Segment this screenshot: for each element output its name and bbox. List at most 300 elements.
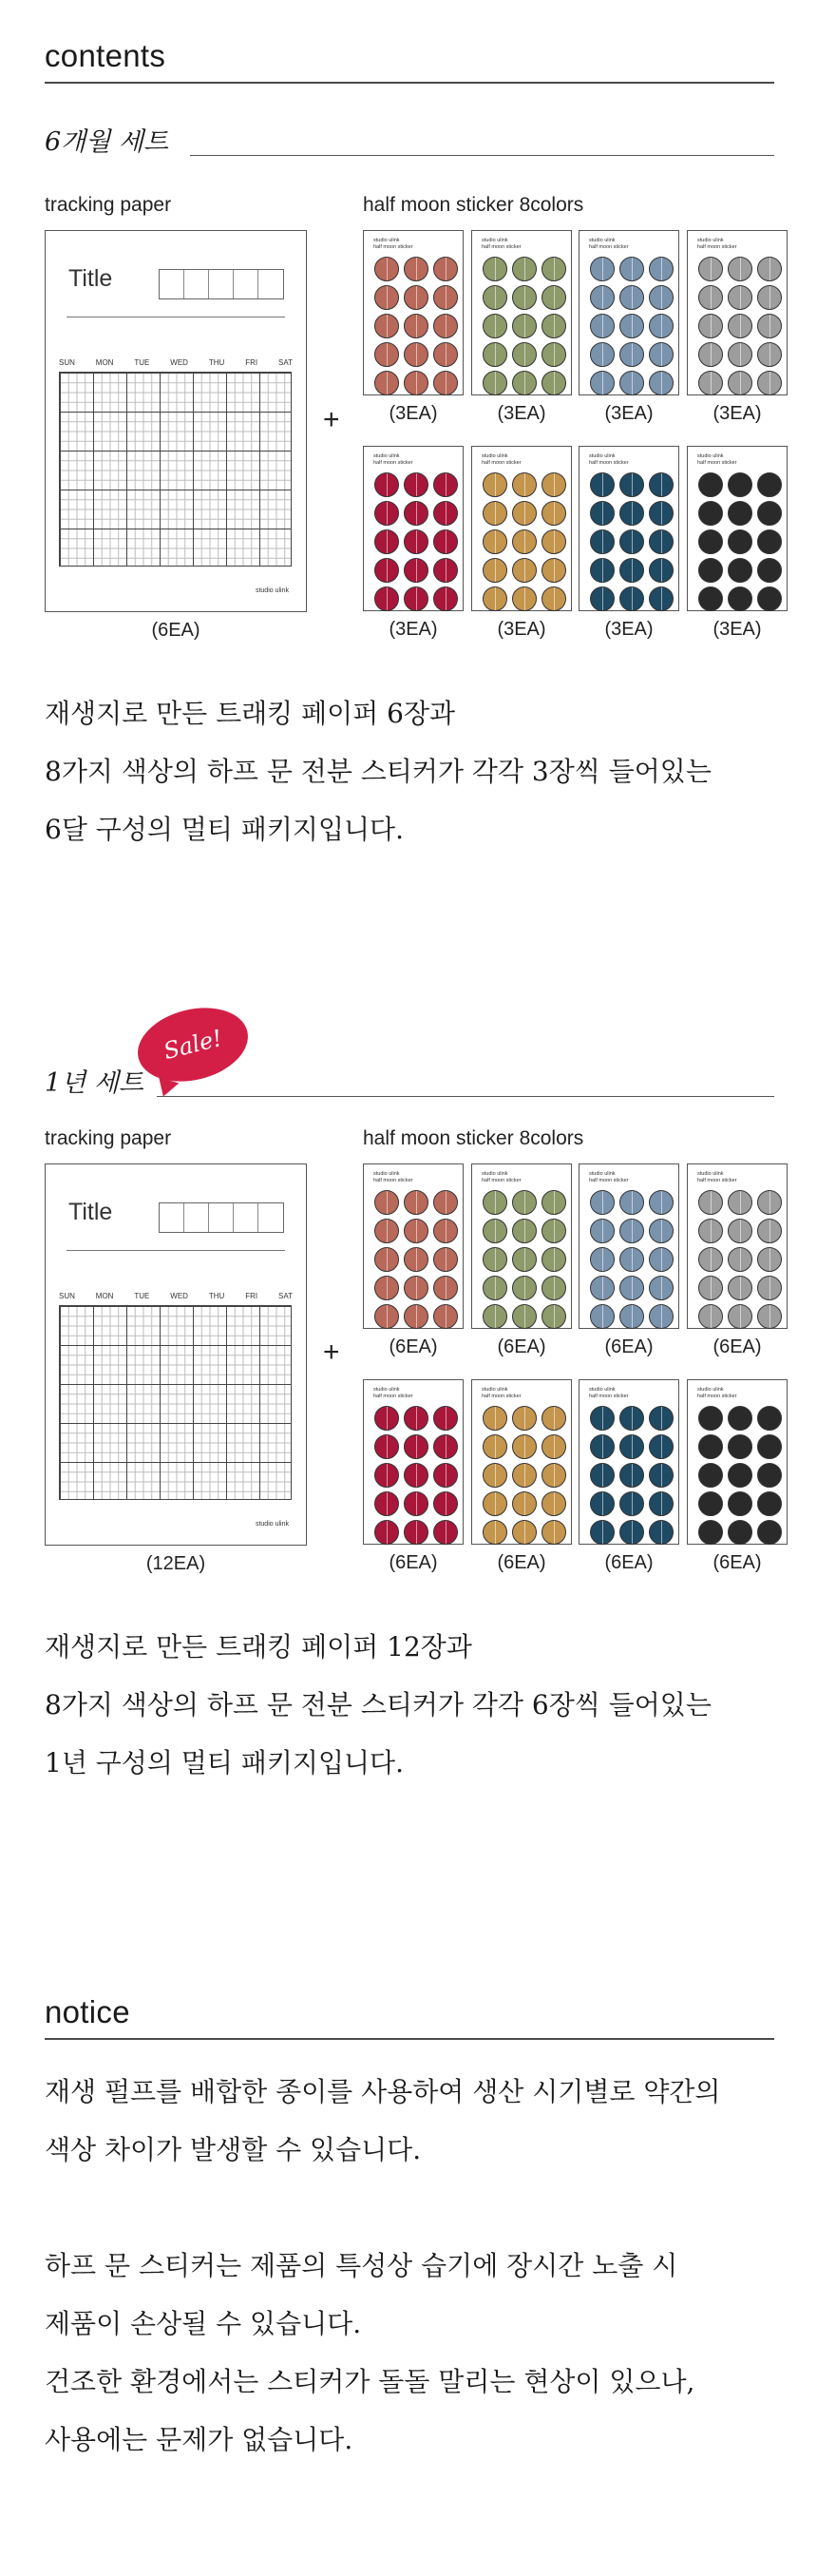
- sticker-brand-line: studio ulink: [373, 1387, 400, 1393]
- sticker-qty: (3EA): [389, 619, 438, 640]
- sticker-brand-line: studio ulink: [697, 1387, 724, 1393]
- sticker-dots: [483, 472, 566, 611]
- half-moon-dot: [404, 1520, 428, 1545]
- half-moon-dot: [542, 285, 566, 310]
- half-moon-dot: [590, 257, 615, 281]
- weekday: SAT: [278, 1292, 293, 1300]
- weekday: FRI: [245, 358, 258, 367]
- sticker-qty: (6EA): [604, 1336, 654, 1357]
- half-moon-dot: [512, 529, 537, 554]
- sticker-brand-line: studio ulink: [373, 1171, 400, 1177]
- half-moon-dot: [649, 1463, 674, 1488]
- notice-line: 하프 문 스티커는 제품의 특성상 습기에 장시간 노출 시: [45, 2250, 678, 2281]
- sticker-brand-sub: half moon sticker: [697, 459, 737, 466]
- sticker-dots: [483, 1190, 566, 1329]
- sticker-brand: [697, 1171, 737, 1183]
- weekday: THU: [208, 1292, 225, 1300]
- half-moon-dot: [483, 529, 507, 554]
- sticker-brand-line: studio ulink: [482, 238, 508, 243]
- half-moon-dot: [590, 1247, 615, 1272]
- half-moon-dot: [512, 1276, 537, 1300]
- half-moon-dot: [698, 1463, 723, 1488]
- half-moon-dot: [590, 1434, 615, 1459]
- half-moon-dot: [483, 1247, 507, 1272]
- half-moon-dot: [433, 586, 458, 611]
- half-moon-dot: [698, 1276, 723, 1300]
- sticker-sheet: [579, 230, 679, 395]
- half-moon-dot: [512, 1190, 537, 1215]
- half-moon-dot: [483, 257, 507, 281]
- half-moon-dot: [542, 1247, 566, 1272]
- half-moon-dot: [483, 285, 507, 310]
- notice-divider: [45, 2038, 774, 2040]
- half-moon-dot: [757, 1520, 782, 1545]
- half-moon-dot: [483, 501, 507, 526]
- half-moon-dot: [590, 558, 615, 583]
- description-line: 8가지 색상의 하프 문 전분 스티커가 각각 6장씩 들어있는: [45, 1689, 712, 1721]
- sticker-brand-line: studio ulink: [373, 238, 400, 243]
- sticker-sheet: [471, 1379, 572, 1545]
- half-moon-dot: [433, 1520, 458, 1545]
- notice-line: 색상 차이가 발생할 수 있습니다.: [45, 2134, 422, 2165]
- sticker-brand-sub: half moon sticker: [373, 1177, 413, 1183]
- half-moon-dot: [757, 501, 782, 526]
- half-moon-dot: [698, 1304, 723, 1329]
- sticker-qty: (6EA): [389, 1336, 438, 1357]
- half-moon-dot: [542, 371, 566, 395]
- notice-line: 재생 펄프를 배합한 종이를 사용하여 생산 시기별로 약간의: [45, 2076, 721, 2107]
- sticker-brand: [482, 453, 522, 466]
- sticker-brand: [482, 1387, 522, 1399]
- description-line: 8가지 색상의 하프 문 전분 스티커가 각각 3장씩 들어있는: [45, 756, 712, 787]
- paper-title-boxes: [159, 269, 284, 299]
- half-moon-dot: [619, 586, 644, 611]
- half-moon-dot: [728, 529, 752, 554]
- weekday: TUE: [134, 358, 150, 367]
- half-moon-dot: [698, 1219, 723, 1243]
- half-moon-dot: [542, 1463, 566, 1488]
- half-moon-dot: [619, 472, 644, 497]
- half-moon-dot: [542, 529, 566, 554]
- half-moon-dot: [728, 257, 752, 281]
- sticker-brand: [373, 238, 413, 250]
- half-moon-dot: [728, 1247, 752, 1272]
- half-moon-dot: [374, 529, 399, 554]
- notice-text: [45, 2063, 720, 2469]
- half-moon-dot: [374, 285, 399, 310]
- half-moon-dot: [483, 1520, 507, 1545]
- half-moon-dot: [433, 1434, 458, 1459]
- half-moon-dot: [757, 285, 782, 310]
- half-moon-dot: [590, 1304, 615, 1329]
- half-moon-dot: [728, 1406, 752, 1431]
- notice-heading: notice: [45, 1994, 130, 2029]
- half-moon-dot: [542, 558, 566, 583]
- half-moon-dot: [374, 586, 399, 611]
- half-moon-dot: [542, 1406, 566, 1431]
- half-moon-dot: [649, 342, 674, 367]
- sticker-qty: (6EA): [604, 1552, 654, 1573]
- half-moon-dot: [512, 1219, 537, 1243]
- half-moon-dot: [698, 1434, 723, 1459]
- sticker-brand-sub: half moon sticker: [373, 459, 413, 466]
- sticker-brand-line: studio ulink: [589, 1171, 616, 1177]
- half-moon-dot: [698, 558, 723, 583]
- sticker-brand-sub: half moon sticker: [373, 1393, 413, 1399]
- set12-tracking-paper: [45, 1163, 307, 1546]
- half-moon-dot: [404, 586, 428, 611]
- half-moon-dot: [590, 1406, 615, 1431]
- half-moon-dot: [404, 1190, 428, 1215]
- half-moon-dot: [512, 1463, 537, 1488]
- half-moon-dot: [512, 342, 537, 367]
- contents-heading: contents: [45, 38, 166, 73]
- sticker-qty: (3EA): [712, 403, 762, 424]
- half-moon-dot: [698, 371, 723, 395]
- plus-sign: +: [323, 1336, 340, 1368]
- half-moon-dot: [619, 1247, 644, 1272]
- set12-paper-label: tracking paper: [45, 1127, 172, 1149]
- half-moon-dot: [619, 257, 644, 281]
- half-moon-dot: [404, 472, 428, 497]
- half-moon-dot: [649, 501, 674, 526]
- half-moon-dot: [433, 472, 458, 497]
- set12-sticker-label: half moon sticker 8colors: [363, 1127, 584, 1149]
- sticker-sheet: [471, 230, 572, 395]
- sticker-sheet: [687, 1163, 788, 1329]
- sticker-qty: (3EA): [712, 619, 762, 640]
- half-moon-dot: [728, 558, 752, 583]
- half-moon-dot: [483, 472, 507, 497]
- sticker-qty: (3EA): [497, 403, 546, 424]
- set6-title-row: [45, 124, 774, 162]
- paper-weekdays: [59, 358, 293, 367]
- half-moon-dot: [404, 529, 428, 554]
- half-moon-dot: [512, 1434, 537, 1459]
- half-moon-dot: [728, 1491, 752, 1516]
- half-moon-dot: [512, 285, 537, 310]
- sticker-brand-line: studio ulink: [697, 453, 724, 459]
- half-moon-dot: [649, 1520, 674, 1545]
- half-moon-dot: [483, 314, 507, 338]
- notice-line: [45, 2179, 720, 2237]
- sticker-brand-sub: half moon sticker: [697, 243, 737, 250]
- sticker-brand: [589, 453, 629, 466]
- half-moon-dot: [374, 472, 399, 497]
- set6-paper-qty: (6EA): [151, 620, 200, 641]
- sticker-dots: [483, 1406, 566, 1545]
- weekday: SAT: [278, 358, 293, 367]
- half-moon-dot: [433, 529, 458, 554]
- sticker-brand: [373, 1387, 413, 1399]
- sticker-dots: [374, 257, 458, 395]
- sticker-brand: [697, 1387, 737, 1399]
- half-moon-dot: [374, 1304, 399, 1329]
- half-moon-dot: [542, 586, 566, 611]
- half-moon-dot: [433, 1247, 458, 1272]
- sticker-sheet: [579, 446, 679, 611]
- set6-title-rule: [190, 155, 774, 156]
- half-moon-dot: [433, 314, 458, 338]
- half-moon-dot: [698, 1491, 723, 1516]
- notice-line: 사용에는 문제가 없습니다.: [45, 2424, 353, 2455]
- half-moon-dot: [619, 529, 644, 554]
- half-moon-dot: [374, 1219, 399, 1243]
- half-moon-dot: [404, 1247, 428, 1272]
- half-moon-dot: [728, 1434, 752, 1459]
- set12-title: 1년 세트: [45, 1068, 144, 1098]
- sticker-brand-line: studio ulink: [697, 1171, 724, 1177]
- weekday: SUN: [59, 1292, 75, 1300]
- sticker-brand-line: studio ulink: [373, 453, 400, 459]
- set6-title: 6개월 세트: [45, 127, 169, 157]
- half-moon-dot: [728, 371, 752, 395]
- half-moon-dot: [757, 1276, 782, 1300]
- half-moon-dot: [374, 314, 399, 338]
- half-moon-dot: [619, 501, 644, 526]
- sticker-dots: [590, 1190, 674, 1329]
- paper-brand: studio ulink: [255, 1521, 289, 1528]
- half-moon-dot: [757, 558, 782, 583]
- paper-calendar-grid: [59, 372, 292, 567]
- sticker-brand: [589, 1387, 629, 1399]
- sticker-brand-line: studio ulink: [589, 238, 616, 243]
- half-moon-dot: [374, 371, 399, 395]
- half-moon-dot: [728, 501, 752, 526]
- sticker-brand-sub: half moon sticker: [373, 243, 413, 250]
- half-moon-dot: [619, 314, 644, 338]
- half-moon-dot: [404, 342, 428, 367]
- half-moon-dot: [404, 1276, 428, 1300]
- half-moon-dot: [512, 1406, 537, 1431]
- paper-title: Title: [68, 265, 113, 292]
- set12-description: [45, 1618, 712, 1792]
- half-moon-dot: [433, 558, 458, 583]
- half-moon-dot: [483, 1434, 507, 1459]
- half-moon-dot: [757, 1190, 782, 1215]
- half-moon-dot: [374, 342, 399, 367]
- sticker-dots: [590, 472, 674, 611]
- set6-paper-label: tracking paper: [45, 194, 172, 216]
- half-moon-dot: [590, 342, 615, 367]
- half-moon-dot: [483, 1219, 507, 1243]
- notice-header: [45, 1994, 774, 2030]
- half-moon-dot: [512, 1247, 537, 1272]
- sticker-sheet: [579, 1163, 679, 1329]
- half-moon-dot: [649, 257, 674, 281]
- half-moon-dot: [433, 501, 458, 526]
- sticker-sheet: [363, 230, 464, 395]
- sticker-dots: [698, 257, 782, 395]
- half-moon-dot: [757, 1463, 782, 1488]
- half-moon-dot: [433, 1190, 458, 1215]
- half-moon-dot: [542, 1304, 566, 1329]
- sticker-sheet: [363, 1163, 464, 1329]
- sticker-dots: [374, 472, 458, 611]
- half-moon-dot: [757, 257, 782, 281]
- half-moon-dot: [757, 1434, 782, 1459]
- half-moon-dot: [374, 1491, 399, 1516]
- half-moon-dot: [374, 1463, 399, 1488]
- half-moon-dot: [590, 501, 615, 526]
- half-moon-dot: [698, 1520, 723, 1545]
- sticker-brand-line: studio ulink: [482, 1387, 508, 1393]
- half-moon-dot: [619, 1491, 644, 1516]
- half-moon-dot: [649, 1304, 674, 1329]
- sticker-qty: (6EA): [712, 1336, 762, 1357]
- half-moon-dot: [728, 1463, 752, 1488]
- half-moon-dot: [649, 529, 674, 554]
- sticker-qty: (3EA): [389, 403, 438, 424]
- half-moon-dot: [757, 1406, 782, 1431]
- half-moon-dot: [757, 1247, 782, 1272]
- sticker-brand: [589, 1171, 629, 1183]
- half-moon-dot: [590, 1491, 615, 1516]
- sticker-brand: [373, 1171, 413, 1183]
- half-moon-dot: [483, 1304, 507, 1329]
- half-moon-dot: [757, 342, 782, 367]
- half-moon-dot: [512, 586, 537, 611]
- half-moon-dot: [542, 257, 566, 281]
- half-moon-dot: [542, 314, 566, 338]
- half-moon-dot: [649, 1406, 674, 1431]
- half-moon-dot: [542, 1190, 566, 1215]
- half-moon-dot: [619, 1219, 644, 1243]
- half-moon-dot: [483, 1190, 507, 1215]
- sticker-brand: [589, 238, 629, 250]
- half-moon-dot: [483, 1406, 507, 1431]
- sticker-brand-line: studio ulink: [697, 238, 724, 243]
- sticker-brand-sub: half moon sticker: [697, 1393, 737, 1399]
- half-moon-dot: [374, 1247, 399, 1272]
- half-moon-dot: [483, 1463, 507, 1488]
- paper-title-boxes: [159, 1202, 284, 1233]
- half-moon-dot: [374, 1190, 399, 1215]
- half-moon-dot: [757, 371, 782, 395]
- sticker-qty: (6EA): [712, 1552, 762, 1573]
- half-moon-dot: [483, 342, 507, 367]
- paper-title: Title: [68, 1199, 113, 1225]
- half-moon-dot: [483, 1276, 507, 1300]
- half-moon-dot: [590, 529, 615, 554]
- half-moon-dot: [649, 1219, 674, 1243]
- sticker-sheet: [687, 446, 788, 611]
- half-moon-dot: [374, 558, 399, 583]
- sticker-dots: [483, 257, 566, 395]
- half-moon-dot: [619, 1406, 644, 1431]
- half-moon-dot: [483, 586, 507, 611]
- half-moon-dot: [374, 1434, 399, 1459]
- sticker-qty: (3EA): [497, 619, 546, 640]
- half-moon-dot: [404, 371, 428, 395]
- half-moon-dot: [590, 586, 615, 611]
- half-moon-dot: [404, 257, 428, 281]
- sticker-brand-sub: half moon sticker: [697, 1177, 737, 1183]
- half-moon-dot: [698, 342, 723, 367]
- half-moon-dot: [404, 285, 428, 310]
- set6-tracking-paper: [45, 230, 307, 612]
- half-moon-dot: [433, 342, 458, 367]
- weekday: WED: [170, 358, 188, 367]
- half-moon-dot: [512, 1304, 537, 1329]
- half-moon-dot: [433, 371, 458, 395]
- half-moon-dot: [542, 1491, 566, 1516]
- half-moon-dot: [728, 1520, 752, 1545]
- sticker-brand-sub: half moon sticker: [482, 459, 522, 466]
- half-moon-dot: [649, 586, 674, 611]
- sticker-brand-line: studio ulink: [482, 1171, 508, 1177]
- half-moon-dot: [542, 1520, 566, 1545]
- half-moon-dot: [433, 285, 458, 310]
- sale-badge-label: Sale!: [161, 1024, 225, 1066]
- half-moon-dot: [483, 371, 507, 395]
- half-moon-dot: [649, 371, 674, 395]
- half-moon-dot: [698, 529, 723, 554]
- sticker-brand: [482, 1171, 522, 1183]
- sticker-brand-line: studio ulink: [589, 1387, 616, 1393]
- half-moon-dot: [542, 1276, 566, 1300]
- paper-calendar-grid: [59, 1305, 292, 1500]
- half-moon-dot: [433, 1276, 458, 1300]
- half-moon-dot: [512, 314, 537, 338]
- half-moon-dot: [698, 1406, 723, 1431]
- half-moon-dot: [698, 501, 723, 526]
- half-moon-dot: [698, 314, 723, 338]
- half-moon-dot: [698, 472, 723, 497]
- half-moon-dot: [619, 1190, 644, 1215]
- half-moon-dot: [590, 371, 615, 395]
- sticker-dots: [698, 1190, 782, 1329]
- sticker-brand-sub: half moon sticker: [589, 459, 629, 466]
- weekday: MON: [95, 358, 114, 367]
- half-moon-dot: [649, 1276, 674, 1300]
- half-moon-dot: [512, 558, 537, 583]
- sticker-dots: [698, 1406, 782, 1545]
- half-moon-dot: [542, 501, 566, 526]
- half-moon-dot: [404, 1463, 428, 1488]
- half-moon-dot: [542, 1219, 566, 1243]
- set6-sticker-label: half moon sticker 8colors: [363, 194, 584, 216]
- half-moon-dot: [374, 257, 399, 281]
- half-moon-dot: [619, 1276, 644, 1300]
- half-moon-dot: [433, 1406, 458, 1431]
- half-moon-dot: [649, 285, 674, 310]
- sticker-qty: (6EA): [497, 1552, 546, 1573]
- sticker-dots: [590, 257, 674, 395]
- sticker-qty: (3EA): [604, 403, 654, 424]
- half-moon-dot: [374, 501, 399, 526]
- paper-brand: studio ulink: [255, 587, 289, 594]
- sticker-brand: [697, 453, 737, 466]
- half-moon-dot: [483, 1491, 507, 1516]
- half-moon-dot: [757, 586, 782, 611]
- half-moon-dot: [728, 314, 752, 338]
- half-moon-dot: [649, 1491, 674, 1516]
- half-moon-dot: [728, 1219, 752, 1243]
- sticker-brand-sub: half moon sticker: [589, 243, 629, 250]
- sticker-brand-line: studio ulink: [482, 453, 508, 459]
- half-moon-dot: [590, 472, 615, 497]
- half-moon-dot: [404, 314, 428, 338]
- sticker-sheet: [579, 1379, 679, 1545]
- half-moon-dot: [404, 1219, 428, 1243]
- half-moon-dot: [649, 1190, 674, 1215]
- sticker-dots: [698, 472, 782, 611]
- half-moon-dot: [619, 285, 644, 310]
- sticker-brand-sub: half moon sticker: [482, 1393, 522, 1399]
- half-moon-dot: [757, 1491, 782, 1516]
- weekday: TUE: [134, 1292, 150, 1300]
